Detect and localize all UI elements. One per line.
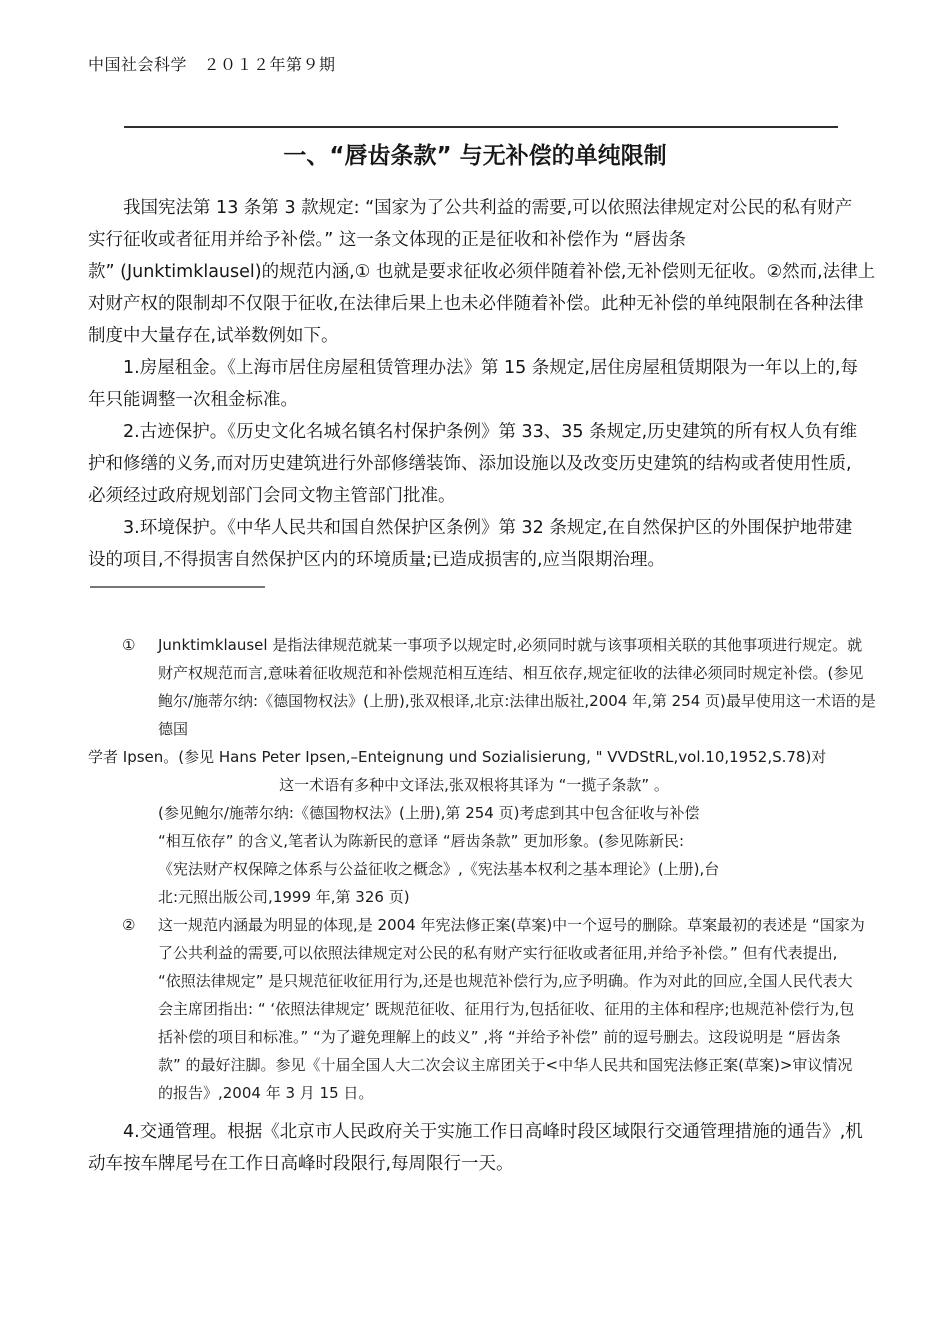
footnote-line: 德国	[158, 720, 189, 738]
body-line: 制度中大量存在,试举数例如下。	[88, 326, 339, 346]
body-line: 必须经过政府规划部门会同文物主管部门批准。	[88, 486, 456, 506]
body-line: 年只能调整一次租金标准。	[88, 390, 298, 410]
footnote-line: 这一术语有多种中文译法,张双根将其译为 “一揽子条款” 。	[279, 776, 669, 794]
closing-paragraph	[88, 1116, 900, 1180]
footnote-line: 鲍尔/施蒂尔纳:《德国物权法》(上册),张双根译,北京:法律出版社,2004 年,第 254 页)最早使用这一术语的是	[158, 692, 876, 710]
footnote-line: 会主席团指出: “ ‘依照法律规定’ 既规范征收、征用行为,包括征收、征用的主体和程序;也规范补偿行为,包	[158, 1000, 855, 1018]
footnote-line: 了公共利益的需要,可以依照法律规定对公民的私有财产实行征收或者征用,并给予补偿。” 但有代表提出,	[158, 944, 838, 962]
footnote-separator	[90, 586, 265, 588]
body-line: 实行征收或者征用并给予补偿。” 这一条文体现的正是征收和补偿作为 “唇齿条	[88, 230, 687, 250]
footnote-marker: ①	[122, 636, 136, 654]
footnote-line: 《宪法财产权保障之体系与公益征收之概念》,《宪法基本权利之基本理论》(上册),台	[158, 860, 720, 878]
body-line: 款” (Junktimklausel)的规范内涵,① 也就是要求征收必须伴随着补偿,无补偿则无征收。②然而,法律上	[88, 262, 876, 282]
title-rule	[124, 126, 838, 128]
body-line: 设的项目,不得损害自然保护区内的环境质量;已造成损害的,应当限期治理。	[88, 550, 666, 570]
body-line: 1.房屋租金。《上海市居住房屋租赁管理办法》第 15 条规定,居住房屋租赁期限为一年以上的,每	[123, 358, 858, 378]
section-title: 一、“唇齿条款” 与无补偿的单纯限制	[283, 143, 667, 169]
body-text	[88, 192, 888, 576]
footnote-line: 学者 Ipsen。(参见 Hans Peter Ipsen,–Enteignung und Sozialisierung, " VVDStRL,vol.10,1952,S.78)对	[88, 748, 827, 766]
footnote-line: (参见鲍尔/施蒂尔纳:《德国物权法》(上册),第 254 页)考虑到其中包含征收与补偿	[158, 804, 700, 822]
footnote-line: 的报告》,2004 年 3 月 15 日。	[158, 1084, 374, 1102]
body-line: 3.环境保护。《中华人民共和国自然保护区条例》第 32 条规定,在自然保护区的外围保护地带建	[123, 518, 853, 538]
body-line: 4.交通管理。根据《北京市人民政府关于实施工作日高峰时段区域限行交通管理措施的通告》,机	[123, 1122, 863, 1142]
footnotes	[88, 631, 900, 1107]
footnote-line	[88, 631, 900, 659]
footnote-line: 款” 的最好注脚。参见《十届全国人大二次会议主席团关于<中华人民共和国宪法修正案(草案)>审议情况	[158, 1056, 853, 1074]
footnote-line: 财产权规范而言,意味着征收规范和补偿规范相互连结、相互依存,规定征收的法律必须同时规定补偿。(参见	[158, 664, 864, 682]
footnote-marker: ②	[122, 916, 136, 934]
footnote-text: Junktimklausel 是指法律规范就某一事项予以规定时,必须同时就与该事项相关联的其他事项进行规定。就	[158, 636, 863, 654]
footnote-line: 括补偿的项目和标准。” “为了避免理解上的歧义” ,将 “并给予补偿” 前的逗号删去。这段说明是 “唇齿条	[158, 1028, 841, 1046]
footnote-line: 北:元照出版公司,1999 年,第 326 页)	[158, 888, 410, 906]
body-line: 护和修缮的义务,而对历史建筑进行外部修缮装饰、添加设施以及改变历史建筑的结构或者使用性质,	[88, 454, 852, 474]
footnote-text: 这一规范内涵最为明显的体现,是 2004 年宪法修正案(草案)中一个逗号的删除。草案最初的表述是 “国家为	[158, 916, 865, 934]
footnote-line	[88, 911, 900, 939]
body-line: 对财产权的限制却不仅限于征收,在法律后果上也未必伴随着补偿。此种无补偿的单纯限制在各种法律	[88, 294, 864, 314]
body-line: 我国宪法第 13 条第 3 款规定: “国家为了公共利益的需要,可以依照法律规定对公民的私有财产	[123, 198, 853, 218]
journal-header: 中国社会科学 ２０１２年第９期	[88, 55, 336, 74]
body-line: 动车按车牌尾号在工作日高峰时段限行,每周限行一天。	[88, 1154, 514, 1174]
body-line: 2.古迹保护。《历史文化名城名镇名村保护条例》第 33、35 条规定,历史建筑的所有权人负有维	[123, 422, 858, 442]
footnote-line: “相互依存” 的含义,笔者认为陈新民的意译 “唇齿条款” 更加形象。(参见陈新民:	[158, 832, 685, 850]
footnote-line: “依照法律规定” 是只规范征收征用行为,还是也规范补偿行为,应予明确。作为对此的回应,全国人民代表大	[158, 972, 853, 990]
